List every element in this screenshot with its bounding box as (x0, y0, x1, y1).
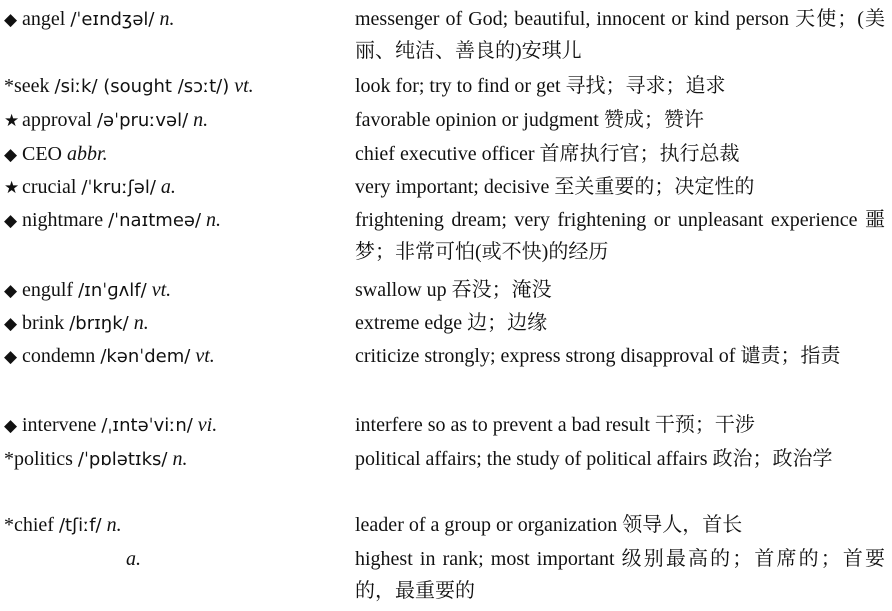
definition: extreme edge 边；边缘 (355, 312, 548, 334)
entry-word: seek (14, 75, 50, 97)
diamond-icon: ◆ (4, 145, 18, 165)
entry-word: nightmare (22, 209, 104, 231)
entry-word: CEO (22, 143, 62, 165)
phonetic: /siːk/ (sought /sɔːt/) (54, 76, 230, 97)
diamond-icon: ◆ (4, 347, 18, 367)
phonetic: /əˈpruːvəl/ (96, 110, 189, 131)
part-of-speech: n. (133, 312, 149, 334)
definition: look for; try to find or get 寻找；寻求；追求 (355, 75, 726, 97)
definition: interfere so as to prevent a bad result 干预；干涉 (355, 414, 755, 436)
headword (4, 175, 344, 200)
phonetic: /brɪŋk/ (69, 313, 129, 334)
definition: political affairs; the study of political affairs 政治；政治学 (355, 448, 833, 470)
phonetic: /ˈkruːʃəl/ (81, 177, 156, 198)
part-of-speech: a. (160, 176, 176, 198)
diamond-icon: ◆ (4, 211, 18, 231)
part-of-speech: vt. (195, 345, 215, 367)
part-of-speech: vi. (197, 414, 218, 436)
part-of-speech: a. (126, 548, 141, 570)
diamond-icon: ◆ (4, 314, 18, 334)
definition: swallow up 吞没；淹没 (355, 279, 552, 301)
star-icon: ★ (4, 111, 20, 131)
definition: criticize strongly; express strong disapproval of 谴责；指责 (355, 345, 841, 367)
star-icon: ★ (4, 178, 20, 198)
definition: very important; decisive 至关重要的；决定性的 (355, 176, 755, 198)
asterisk-icon: * (4, 448, 14, 470)
headword (4, 108, 344, 133)
entry-word: crucial (22, 176, 77, 198)
part-of-speech: n. (193, 109, 209, 131)
headword (4, 74, 344, 99)
part-of-speech: vt. (151, 279, 172, 301)
headword (4, 311, 344, 336)
entry-word: chief (14, 514, 54, 536)
entry-word: politics (14, 448, 73, 470)
definition: chief executive officer 首席执行官；执行总裁 (355, 143, 740, 165)
entry-word: angel (22, 8, 66, 30)
headword (4, 344, 344, 369)
headword (4, 278, 344, 303)
entry-word: intervene (22, 414, 97, 436)
definition: favorable opinion or judgment 赞成；赞许 (355, 109, 704, 131)
headword (4, 447, 344, 472)
phonetic: /kənˈdem/ (100, 346, 191, 367)
diamond-icon: ◆ (4, 416, 18, 436)
entry-word: brink (22, 312, 65, 334)
asterisk-icon: * (4, 75, 14, 97)
headword (4, 208, 344, 233)
entry-word: engulf (22, 279, 74, 301)
part-of-speech: n. (206, 209, 222, 231)
part-of-speech: n. (172, 448, 188, 470)
headword (4, 142, 344, 167)
definition: frightening dream; very frightening or unpleasant experience 噩梦；非常可怕(或不快)的经历 (355, 209, 885, 263)
phonetic: /tʃiːf/ (58, 515, 102, 536)
part-of-speech: vt. (234, 75, 254, 97)
asterisk-icon: * (4, 514, 14, 536)
headword (4, 413, 344, 438)
diamond-icon: ◆ (4, 10, 18, 30)
entry-word: condemn (22, 345, 96, 367)
definition: leader of a group or organization 领导人，首长 (355, 514, 743, 536)
phonetic: /ˌɪntəˈviːn/ (101, 415, 193, 436)
phonetic: /ˈpɒlətɪks/ (77, 449, 168, 470)
definition: highest in rank; most important 级别最高的；首席的；首要的，最重要的 (355, 548, 885, 602)
headword (4, 513, 344, 538)
headword (4, 7, 344, 32)
part-of-speech: abbr. (67, 143, 108, 165)
phonetic: /ˈeɪndʒəl/ (70, 9, 155, 30)
phonetic: /ˈnaɪtmeə/ (108, 210, 202, 231)
diamond-icon: ◆ (4, 281, 18, 301)
part-of-speech: n. (106, 514, 122, 536)
part-of-speech: n. (159, 8, 175, 30)
definition: messenger of God; beautiful, innocent or kind person 天使；(美丽、纯洁、善良的)安琪儿 (355, 8, 885, 62)
entry-word: approval (22, 109, 92, 131)
phonetic: /ɪnˈɡʌlf/ (78, 280, 147, 301)
